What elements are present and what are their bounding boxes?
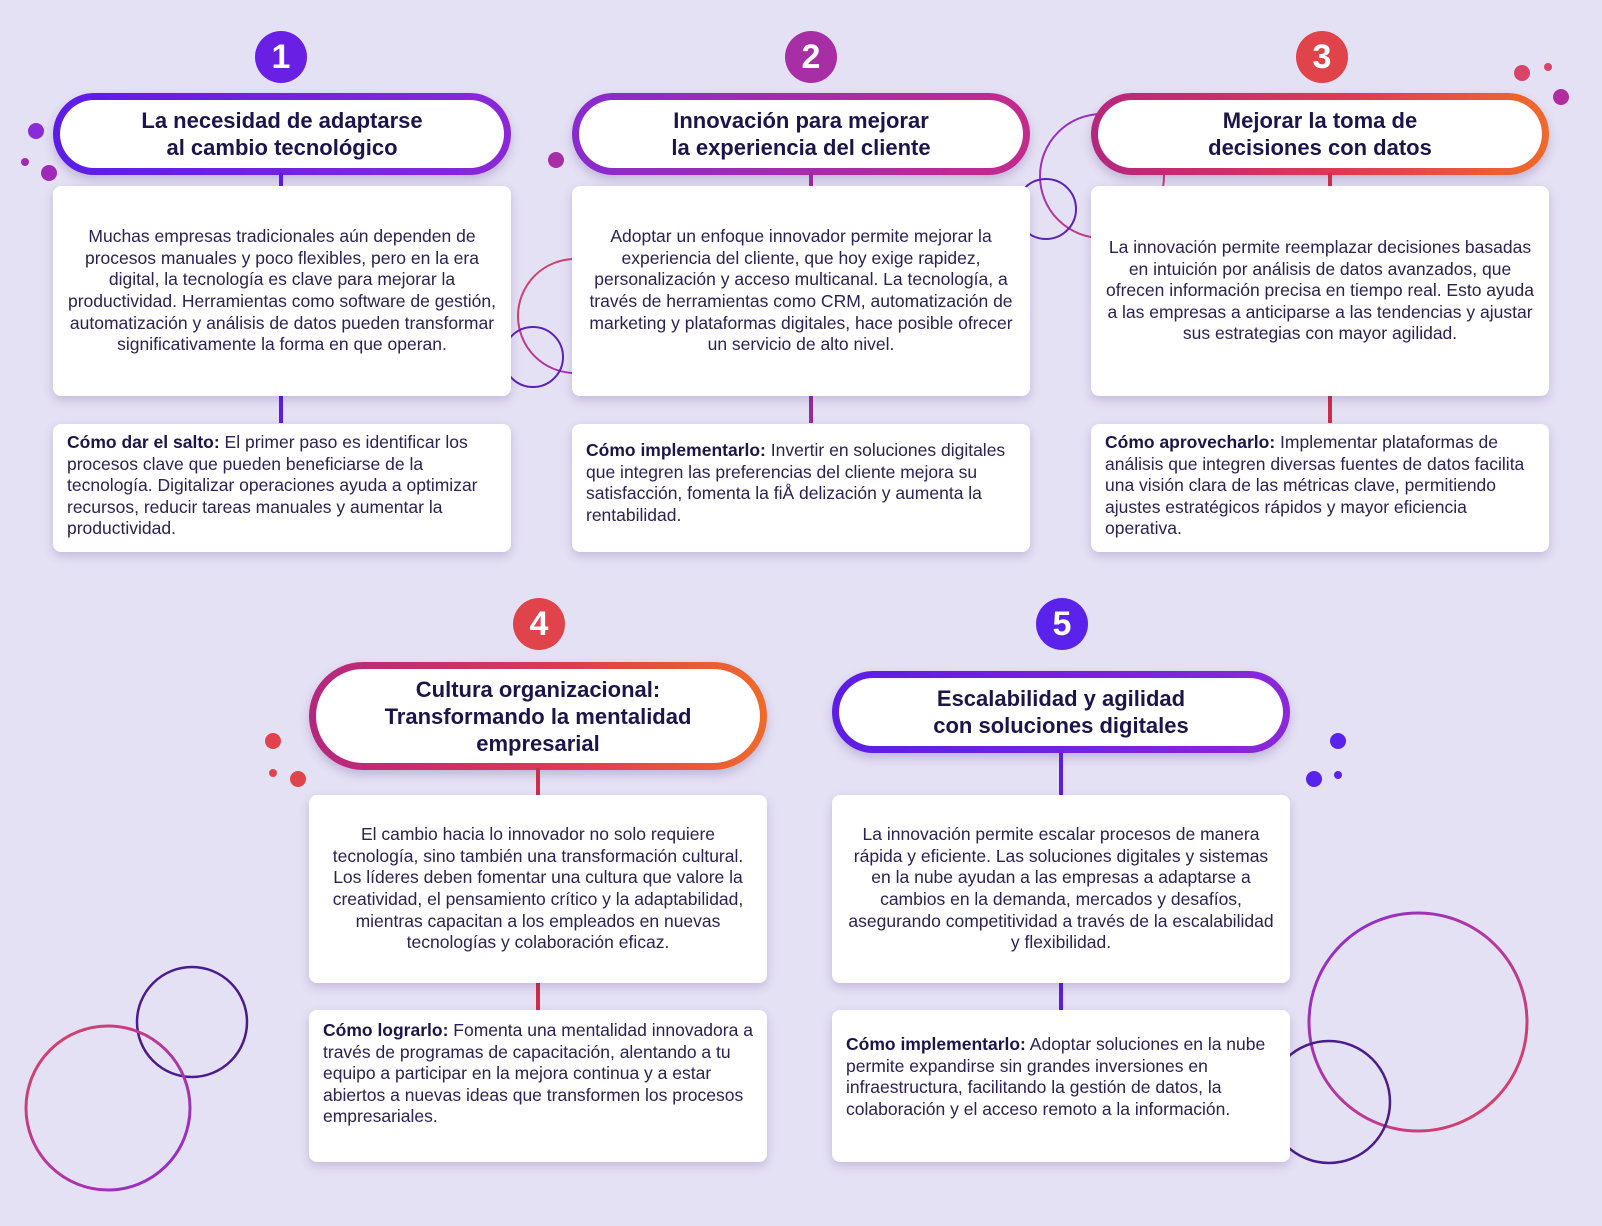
deco-dot	[28, 123, 44, 139]
step-description: El cambio hacia lo innovador no solo requiere tecnología, sino también una transformación cultural. Los líderes deben fomentar una cultura que valore la creatividad, el pensamiento crítico y la adaptabilidad, mientras capacitan a los empleados en nuevas tecnologías y colaboración eficaz.	[332, 824, 744, 953]
step-title-line: con soluciones digitales	[933, 713, 1189, 738]
step-tip-text: El primer paso es identificar los procesos clave que pueden beneficiarse de la tecnología. Digitalizar operaciones ayuda a optimizar recursos, reducir tareas manuales y aumentar la productividad.	[67, 432, 478, 539]
step-description-card	[53, 186, 511, 396]
step-number-badge: 1	[255, 31, 307, 83]
deco-dot	[1334, 771, 1342, 779]
step-tip-card	[832, 1010, 1290, 1162]
step-title-line: Transformando la mentalidad	[384, 703, 692, 729]
deco-dot	[1544, 63, 1552, 71]
step-title-pill	[53, 93, 511, 175]
step-title	[1098, 100, 1542, 168]
deco-dot	[1330, 733, 1346, 749]
step-number-badge: 2	[785, 31, 837, 83]
deco-ring	[503, 327, 563, 387]
step-description-card	[309, 795, 767, 983]
step-tip-card	[1091, 424, 1549, 552]
step-number-badge: 5	[1036, 598, 1088, 650]
step-tip-text: Adoptar soluciones en la nube permite expandirse sin grandes inversiones en infraestructura, facilitando la gestión de datos, la colaboración y el acceso remoto a la información.	[846, 1034, 1266, 1119]
deco-ring	[137, 967, 247, 1077]
step-title-pill	[309, 662, 767, 770]
step-title-line: La necesidad de adaptarse	[141, 108, 423, 133]
deco-dot	[1306, 771, 1322, 787]
step-title-pill	[572, 93, 1030, 175]
step-tip-card	[53, 424, 511, 552]
step-title-pill	[832, 671, 1290, 753]
step-title	[839, 678, 1283, 746]
step-title-pill	[1091, 93, 1549, 175]
step-description: La innovación permite escalar procesos de manera rápida y eficiente. Las soluciones digitales y sistemas en la nube ayudan a las empresas a adaptarse a cambios en la demanda, mercados y desafíos, asegurando competitividad a través de la escalabilidad y flexibilidad.	[848, 824, 1274, 953]
step-description: Muchas empresas tradicionales aún dependen de procesos manuales y poco flexibles, pero en la era digital, la tecnología es clave para mejorar la productividad. Herramientas como software de gestión, automatización y análisis de datos pueden transformar significativamente la forma en que operan.	[68, 226, 496, 355]
deco-dot	[41, 165, 57, 181]
deco-dot	[269, 769, 277, 777]
step-title	[316, 669, 760, 763]
step-title-line: Escalabilidad y agilidad	[936, 686, 1186, 711]
step-title-line: al cambio tecnológico	[166, 135, 398, 160]
step-title-line: Mejorar la toma de	[1222, 108, 1418, 133]
step-number-badge: 4	[513, 598, 565, 650]
deco-ring	[26, 1026, 190, 1190]
step-description: Adoptar un enfoque innovador permite mejorar la experiencia del cliente, que hoy exige rapidez, personalización y acceso multicanal. La tecnología, a través de herramientas como CRM, automatización de marketing y plataformas digitales, hace posible ofrecer un servicio de alto nivel.	[589, 226, 1013, 355]
step-tip-label: Cómo aprovecharlo:	[1105, 432, 1276, 452]
step-title	[60, 100, 504, 168]
step-number-badge: 3	[1296, 31, 1348, 83]
deco-dot	[1553, 89, 1569, 105]
step-tip-label: Cómo dar el salto:	[67, 432, 220, 452]
step-tip-text: Invertir en soluciones digitales que integren las preferencias del cliente mejora su satisfacción, fomenta la fiÅ delización y aumenta la rentabilidad.	[586, 440, 1006, 525]
step-tip-label: Cómo implementarlo:	[586, 440, 766, 460]
step-tip-label: Cómo implementarlo:	[846, 1034, 1026, 1054]
step-title-line: la experiencia del cliente	[671, 135, 931, 160]
deco-ring	[1309, 913, 1527, 1131]
step-description-card	[572, 186, 1030, 396]
step-title-line: Innovación para mejorar	[673, 108, 929, 133]
step-description-card	[832, 795, 1290, 983]
step-tip-label: Cómo lograrlo:	[323, 1020, 449, 1040]
step-tip-card	[309, 1010, 767, 1162]
deco-dot	[21, 158, 29, 166]
step-title	[579, 100, 1023, 168]
deco-dot	[265, 733, 281, 749]
deco-dot	[548, 152, 564, 168]
step-title-line: decisiones con datos	[1208, 135, 1432, 160]
deco-dot	[1514, 65, 1530, 81]
step-title-line: empresarial	[476, 730, 600, 756]
step-tip-text: Fomenta una mentalidad innovadora a través de programas de capacitación, alentando a tu equipo a participar en la mejora continua y a estar abiertos a nuevas ideas que transformen los procesos empresariales.	[323, 1020, 753, 1127]
step-title-line: Cultura organizacional:	[415, 676, 661, 702]
step-tip-text: Implementar plataformas de análisis que integren diversas fuentes de datos facilita una visión clara de las métricas clave, permitiendo ajustes estratégicos rápidos y mayor eficiencia operativa.	[1105, 432, 1525, 539]
step-description-card	[1091, 186, 1549, 396]
deco-dot	[290, 771, 306, 787]
step-tip-card	[572, 424, 1030, 552]
step-description: La innovación permite reemplazar decisiones basadas en intuición por análisis de datos avanzados, que ofrecen información precisa en tiempo real. Esto ayuda a las empresas a anticiparse a las tendencias y ajustar sus estrategias con mayor agilidad.	[1105, 237, 1534, 344]
